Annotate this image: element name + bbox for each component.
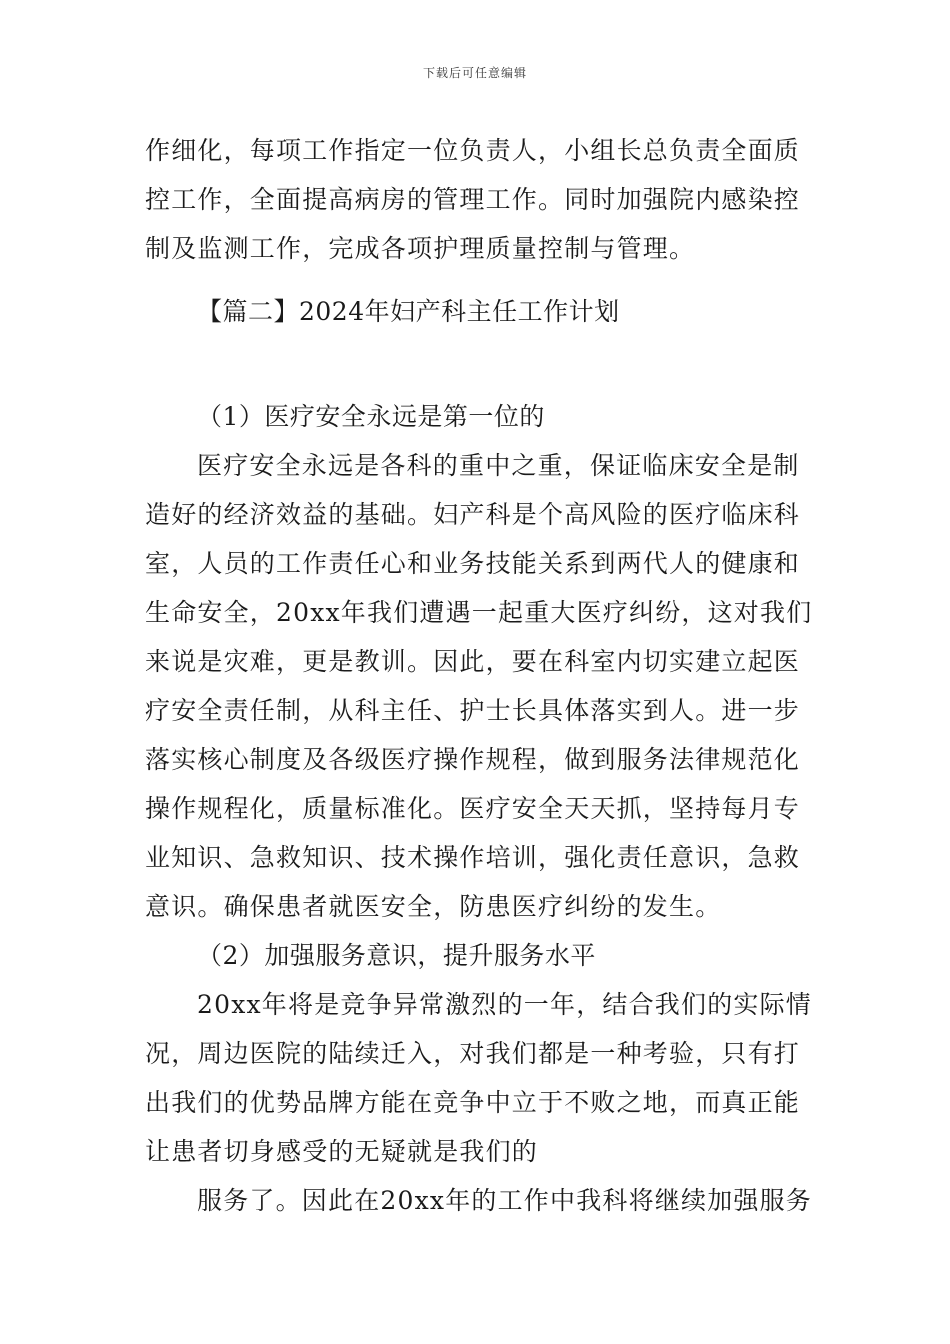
text-line: 室，人员的工作责任心和业务技能关系到两代人的健康和 <box>145 549 801 578</box>
page-header: 下载后可任意编辑 <box>422 66 527 80</box>
text-line: 业知识、急救知识、技术操作培训，强化责任意识，急救 <box>145 843 801 872</box>
text-line: 生命安全，20xx年我们遭遇一起重大医疗纠纷，这对我们 <box>145 598 813 627</box>
paragraph-continuation <box>145 126 807 273</box>
text-line: 操作规程化，质量标准化。医疗安全天天抓，坚持每月专 <box>145 794 801 823</box>
item-paragraph-2 <box>145 980 813 1176</box>
paragraph-continuation-line: 服务了。因此在20xx年的工作中我科将继续加强服务 <box>197 1186 813 1215</box>
text-line: 让患者切身感受的无疑就是我们的 <box>145 1137 539 1166</box>
document-body <box>145 126 813 1225</box>
text-line: 造好的经济效益的基础。妇产科是个高风险的医疗临床科 <box>145 500 801 529</box>
text-line: 意识。确保患者就医安全，防患医疗纠纷的发生。 <box>145 892 722 921</box>
text-line: 出我们的优势品牌方能在竞争中立于不败之地，而真正能 <box>145 1088 801 1117</box>
text-line: 制及监测工作，完成各项护理质量控制与管理。 <box>145 234 696 263</box>
text-line: 作细化，每项工作指定一位负责人，小组长总负责全面质 <box>145 136 801 165</box>
text-line: 况，周边医院的陆续迁入，对我们都是一种考验，只有打 <box>145 1039 801 1068</box>
text-line: 来说是灾难，更是教训。因此，要在科室内切实建立起医 <box>145 647 801 676</box>
text-line: 控工作，全面提高病房的管理工作。同时加强院内感染控 <box>145 185 801 214</box>
text-line: 落实核心制度及各级医疗操作规程，做到服务法律规范化 <box>145 745 801 774</box>
text-line: 20xx年将是竞争异常激烈的一年，结合我们的实际情 <box>197 990 813 1019</box>
item-paragraph-1 <box>145 441 813 931</box>
text-line: 疗安全责任制，从科主任、护士长具体落实到人。进一步 <box>145 696 801 725</box>
item-heading-2: （2）加强服务意识，提升服务水平 <box>197 941 596 970</box>
section-title: 【篇二】2024年妇产科主任工作计划 <box>197 297 620 326</box>
text-line: 医疗安全永远是各科的重中之重，保证临床安全是制 <box>197 451 800 480</box>
item-heading-1: （1）医疗安全永远是第一位的 <box>197 402 545 431</box>
